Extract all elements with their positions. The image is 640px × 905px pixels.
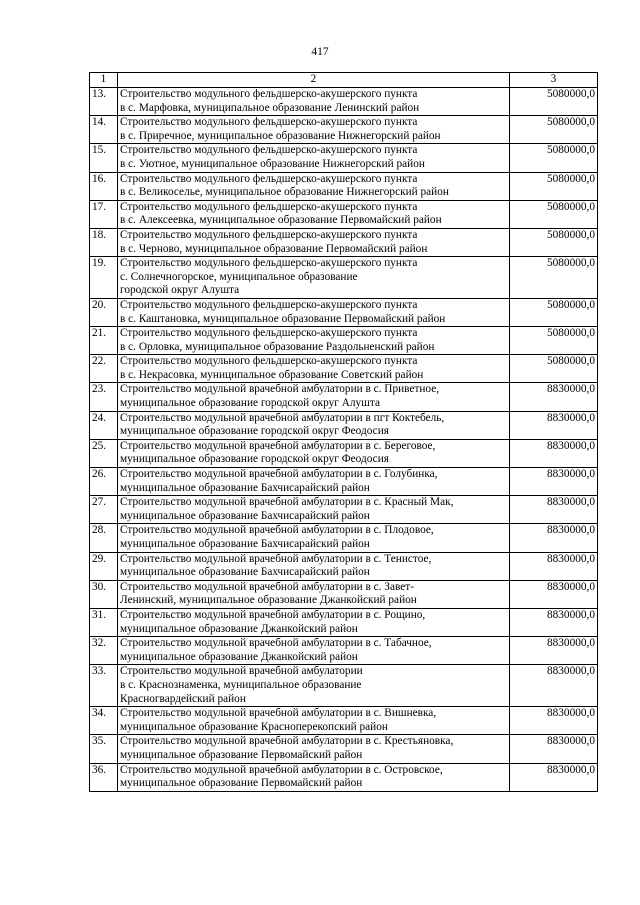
description-line: Строительство модульной врачебной амбулатории в с. Рощино, bbox=[120, 608, 426, 621]
table-row bbox=[90, 88, 598, 116]
description-line: Строительство модульной врачебной амбулатории в с. Вишневка, bbox=[120, 707, 437, 720]
page-number: 417 bbox=[311, 46, 329, 58]
row-amount: 8830000,0 bbox=[510, 552, 598, 580]
table-row bbox=[90, 257, 598, 299]
row-description bbox=[118, 88, 510, 116]
table-row bbox=[90, 707, 598, 735]
description-line: в с. Каштановка, муниципальное образование Первомайский район bbox=[120, 312, 446, 325]
row-number: 21. bbox=[90, 327, 118, 355]
row-description bbox=[118, 228, 510, 256]
row-description bbox=[118, 383, 510, 411]
description-line: в с. Великоселье, муниципальное образование Нижнегорский район bbox=[120, 186, 449, 199]
table-row bbox=[90, 200, 598, 228]
table-row bbox=[90, 355, 598, 383]
row-description bbox=[118, 552, 510, 580]
row-number: 18. bbox=[90, 228, 118, 256]
description-line: Строительство модульной врачебной амбулатории в с. Береговое, bbox=[120, 439, 436, 452]
row-description bbox=[118, 763, 510, 791]
description-line: муниципальное образование Первомайский район bbox=[120, 777, 363, 790]
description-line: Строительство модульного фельдшерско-акушерского пункта bbox=[120, 88, 418, 100]
row-number: 34. bbox=[90, 707, 118, 735]
description-line: в с. Орловка, муниципальное образование Раздольненский район bbox=[120, 340, 435, 353]
description-line: муниципальное образование Первомайский район bbox=[120, 748, 363, 761]
row-number: 35. bbox=[90, 735, 118, 763]
description-line: муниципальное образование Джанкойский район bbox=[120, 622, 358, 635]
row-amount: 8830000,0 bbox=[510, 383, 598, 411]
description-line: Строительство модульного фельдшерско-акушерского пункта bbox=[120, 257, 418, 270]
row-amount: 8830000,0 bbox=[510, 468, 598, 496]
description-line: Строительство модульной врачебной амбулатории в с. Приветное, bbox=[120, 383, 440, 396]
description-line: в с. Приречное, муниципальное образование Нижнегорский район bbox=[120, 129, 441, 142]
row-amount: 5080000,0 bbox=[510, 298, 598, 326]
description-line: Строительство модульного фельдшерско-акушерского пункта bbox=[120, 228, 418, 241]
row-description bbox=[118, 327, 510, 355]
row-description bbox=[118, 172, 510, 200]
description-line: городской округ Алушта bbox=[120, 284, 240, 297]
row-amount: 5080000,0 bbox=[510, 228, 598, 256]
row-amount: 5080000,0 bbox=[510, 327, 598, 355]
table-row bbox=[90, 144, 598, 172]
description-line: Строительство модульной врачебной амбулатории bbox=[120, 665, 363, 678]
row-amount: 8830000,0 bbox=[510, 411, 598, 439]
table-row bbox=[90, 116, 598, 144]
description-line: муниципальное образование Бахчисарайский район bbox=[120, 566, 370, 579]
description-line: муниципальное образование Джанкойский район bbox=[120, 650, 358, 663]
description-line: Строительство модульной врачебной амбулатории в с. Крестьяновка, bbox=[120, 735, 454, 748]
row-number: 14. bbox=[90, 116, 118, 144]
description-line: муниципальное образование Бахчисарайский район bbox=[120, 509, 370, 522]
row-amount: 8830000,0 bbox=[510, 735, 598, 763]
row-number: 36. bbox=[90, 763, 118, 791]
row-number: 16. bbox=[90, 172, 118, 200]
table-row bbox=[90, 580, 598, 608]
row-amount: 8830000,0 bbox=[510, 608, 598, 636]
row-description bbox=[118, 608, 510, 636]
row-description bbox=[118, 468, 510, 496]
row-number: 15. bbox=[90, 144, 118, 172]
table-row bbox=[90, 524, 598, 552]
table-row bbox=[90, 763, 598, 791]
description-line: Строительство модульного фельдшерско-акушерского пункта bbox=[120, 144, 418, 157]
row-amount: 5080000,0 bbox=[510, 88, 598, 116]
table-row bbox=[90, 496, 598, 524]
table-row bbox=[90, 665, 598, 707]
description-line: Ленинский, муниципальное образование Джанкойский район bbox=[120, 594, 417, 607]
description-line: Строительство модульного фельдшерско-акушерского пункта bbox=[120, 298, 418, 311]
row-description bbox=[118, 439, 510, 467]
description-line: в с. Марфовка, муниципальное образование Ленинский район bbox=[120, 101, 420, 114]
row-number: 19. bbox=[90, 257, 118, 299]
row-amount: 5080000,0 bbox=[510, 257, 598, 299]
row-description bbox=[118, 496, 510, 524]
description-line: муниципальное образование Бахчисарайский район bbox=[120, 538, 370, 550]
row-description bbox=[118, 665, 510, 707]
row-number: 25. bbox=[90, 439, 118, 467]
row-amount: 5080000,0 bbox=[510, 200, 598, 228]
description-line: Строительство модульного фельдшерско-акушерского пункта bbox=[120, 200, 418, 213]
table-row bbox=[90, 327, 598, 355]
row-description bbox=[118, 257, 510, 299]
table-row bbox=[90, 298, 598, 326]
description-line: Строительство модульного фельдшерско-акушерского пункта bbox=[120, 327, 418, 340]
row-description bbox=[118, 637, 510, 665]
description-line: Строительство модульной врачебной амбулатории в с. Красный Мак, bbox=[120, 496, 454, 509]
description-line: с. Солнечногорское, муниципальное образование bbox=[120, 270, 358, 283]
description-line: Строительство модульной врачебной амбулатории в с. Плодовое, bbox=[120, 524, 434, 537]
description-line: Строительство модульной врачебной амбулатории в с. Тенистое, bbox=[120, 552, 432, 565]
row-description bbox=[118, 735, 510, 763]
column-header-1: 1 bbox=[90, 73, 118, 88]
description-line: муниципальное образование городской округ Феодосия bbox=[120, 453, 389, 466]
description-line: Строительство модульной врачебной амбулатории в с. Табачное, bbox=[120, 637, 432, 650]
table-row bbox=[90, 735, 598, 763]
description-line: в с. Алексеевка, муниципальное образование Первомайский район bbox=[120, 214, 442, 227]
description-line: в с. Уютное, муниципальное образование Нижнегорский район bbox=[120, 157, 425, 170]
row-number: 29. bbox=[90, 552, 118, 580]
row-amount: 8830000,0 bbox=[510, 580, 598, 608]
row-description bbox=[118, 200, 510, 228]
row-amount: 5080000,0 bbox=[510, 116, 598, 144]
row-description bbox=[118, 411, 510, 439]
row-description bbox=[118, 116, 510, 144]
description-line: муниципальное образование Красноперекопский район bbox=[120, 720, 388, 733]
row-description bbox=[118, 355, 510, 383]
table-row bbox=[90, 439, 598, 467]
row-number: 27. bbox=[90, 496, 118, 524]
row-amount: 8830000,0 bbox=[510, 524, 598, 552]
budget-table bbox=[89, 72, 598, 792]
table-row bbox=[90, 608, 598, 636]
table-row bbox=[90, 552, 598, 580]
row-amount: 8830000,0 bbox=[510, 439, 598, 467]
row-number: 23. bbox=[90, 383, 118, 411]
row-number: 33. bbox=[90, 665, 118, 707]
description-line: Строительство модульной врачебной амбулатории в с. Завет- bbox=[120, 580, 414, 593]
row-amount: 5080000,0 bbox=[510, 172, 598, 200]
description-line: Красногвардейский район bbox=[120, 692, 246, 705]
column-header-3: 3 bbox=[510, 73, 598, 88]
description-line: Строительство модульной врачебной амбулатории в с. Голубинка, bbox=[120, 468, 438, 481]
description-line: Строительство модульной врачебной амбулатории в с. Островское, bbox=[120, 763, 443, 776]
description-line: в с. Некрасовка, муниципальное образование Советский район bbox=[120, 368, 424, 381]
table-row bbox=[90, 172, 598, 200]
column-header-2: 2 bbox=[118, 73, 510, 88]
row-description bbox=[118, 580, 510, 608]
row-number: 28. bbox=[90, 524, 118, 552]
description-line: в с. Черново, муниципальное образование Первомайский район bbox=[120, 242, 428, 255]
table-row bbox=[90, 411, 598, 439]
table-row bbox=[90, 383, 598, 411]
table-row bbox=[90, 228, 598, 256]
description-line: муниципальное образование городской округ Алушта bbox=[120, 397, 380, 410]
row-number: 22. bbox=[90, 355, 118, 383]
table-row bbox=[90, 637, 598, 665]
row-number: 30. bbox=[90, 580, 118, 608]
row-description bbox=[118, 524, 510, 552]
row-description bbox=[118, 144, 510, 172]
table-header-row bbox=[90, 73, 598, 88]
row-number: 32. bbox=[90, 637, 118, 665]
description-line: Строительство модульного фельдшерско-акушерского пункта bbox=[120, 116, 418, 129]
description-line: Строительство модульной врачебной амбулатории в пгт Коктебель, bbox=[120, 411, 445, 424]
row-amount: 5080000,0 bbox=[510, 355, 598, 383]
description-line: Строительство модульного фельдшерско-акушерского пункта bbox=[120, 172, 418, 185]
row-number: 17. bbox=[90, 200, 118, 228]
description-line: Строительство модульного фельдшерско-акушерского пункта bbox=[120, 355, 418, 368]
row-number: 26. bbox=[90, 468, 118, 496]
description-line: муниципальное образование Бахчисарайский район bbox=[120, 481, 370, 494]
table-body bbox=[90, 73, 598, 792]
description-line: муниципальное образование городской округ Феодосия bbox=[120, 425, 389, 438]
row-amount: 8830000,0 bbox=[510, 763, 598, 791]
row-amount: 8830000,0 bbox=[510, 707, 598, 735]
row-description bbox=[118, 707, 510, 735]
row-number: 20. bbox=[90, 298, 118, 326]
row-amount: 8830000,0 bbox=[510, 496, 598, 524]
row-amount: 5080000,0 bbox=[510, 144, 598, 172]
row-amount: 8830000,0 bbox=[510, 637, 598, 665]
table-row bbox=[90, 468, 598, 496]
description-line: в с. Краснознаменка, муниципальное образование bbox=[120, 678, 362, 691]
row-number: 13. bbox=[90, 88, 118, 116]
row-number: 31. bbox=[90, 608, 118, 636]
row-description bbox=[118, 298, 510, 326]
row-number: 24. bbox=[90, 411, 118, 439]
row-amount: 8830000,0 bbox=[510, 665, 598, 707]
